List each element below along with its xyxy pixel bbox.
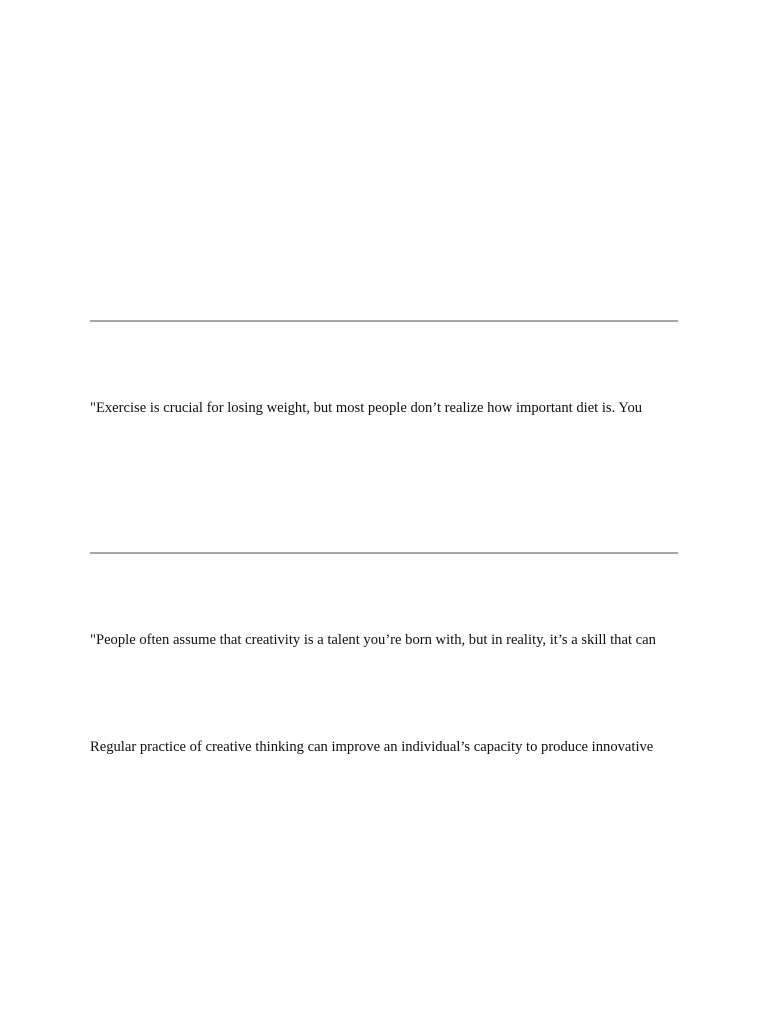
horizontal-rule — [90, 320, 678, 322]
paragraph-exercise: "Exercise is crucial for losing weight, but most people don’t realize how important diet is. You — [90, 400, 643, 416]
paragraph-creativity-quote: "People often assume that creativity is a talent you’re born with, but in reality, it’s a skill that can — [90, 632, 656, 648]
horizontal-rule — [90, 552, 678, 554]
paragraph-creative-practice: Regular practice of creative thinking can improve an individual’s capacity to produce innovative — [90, 739, 654, 755]
